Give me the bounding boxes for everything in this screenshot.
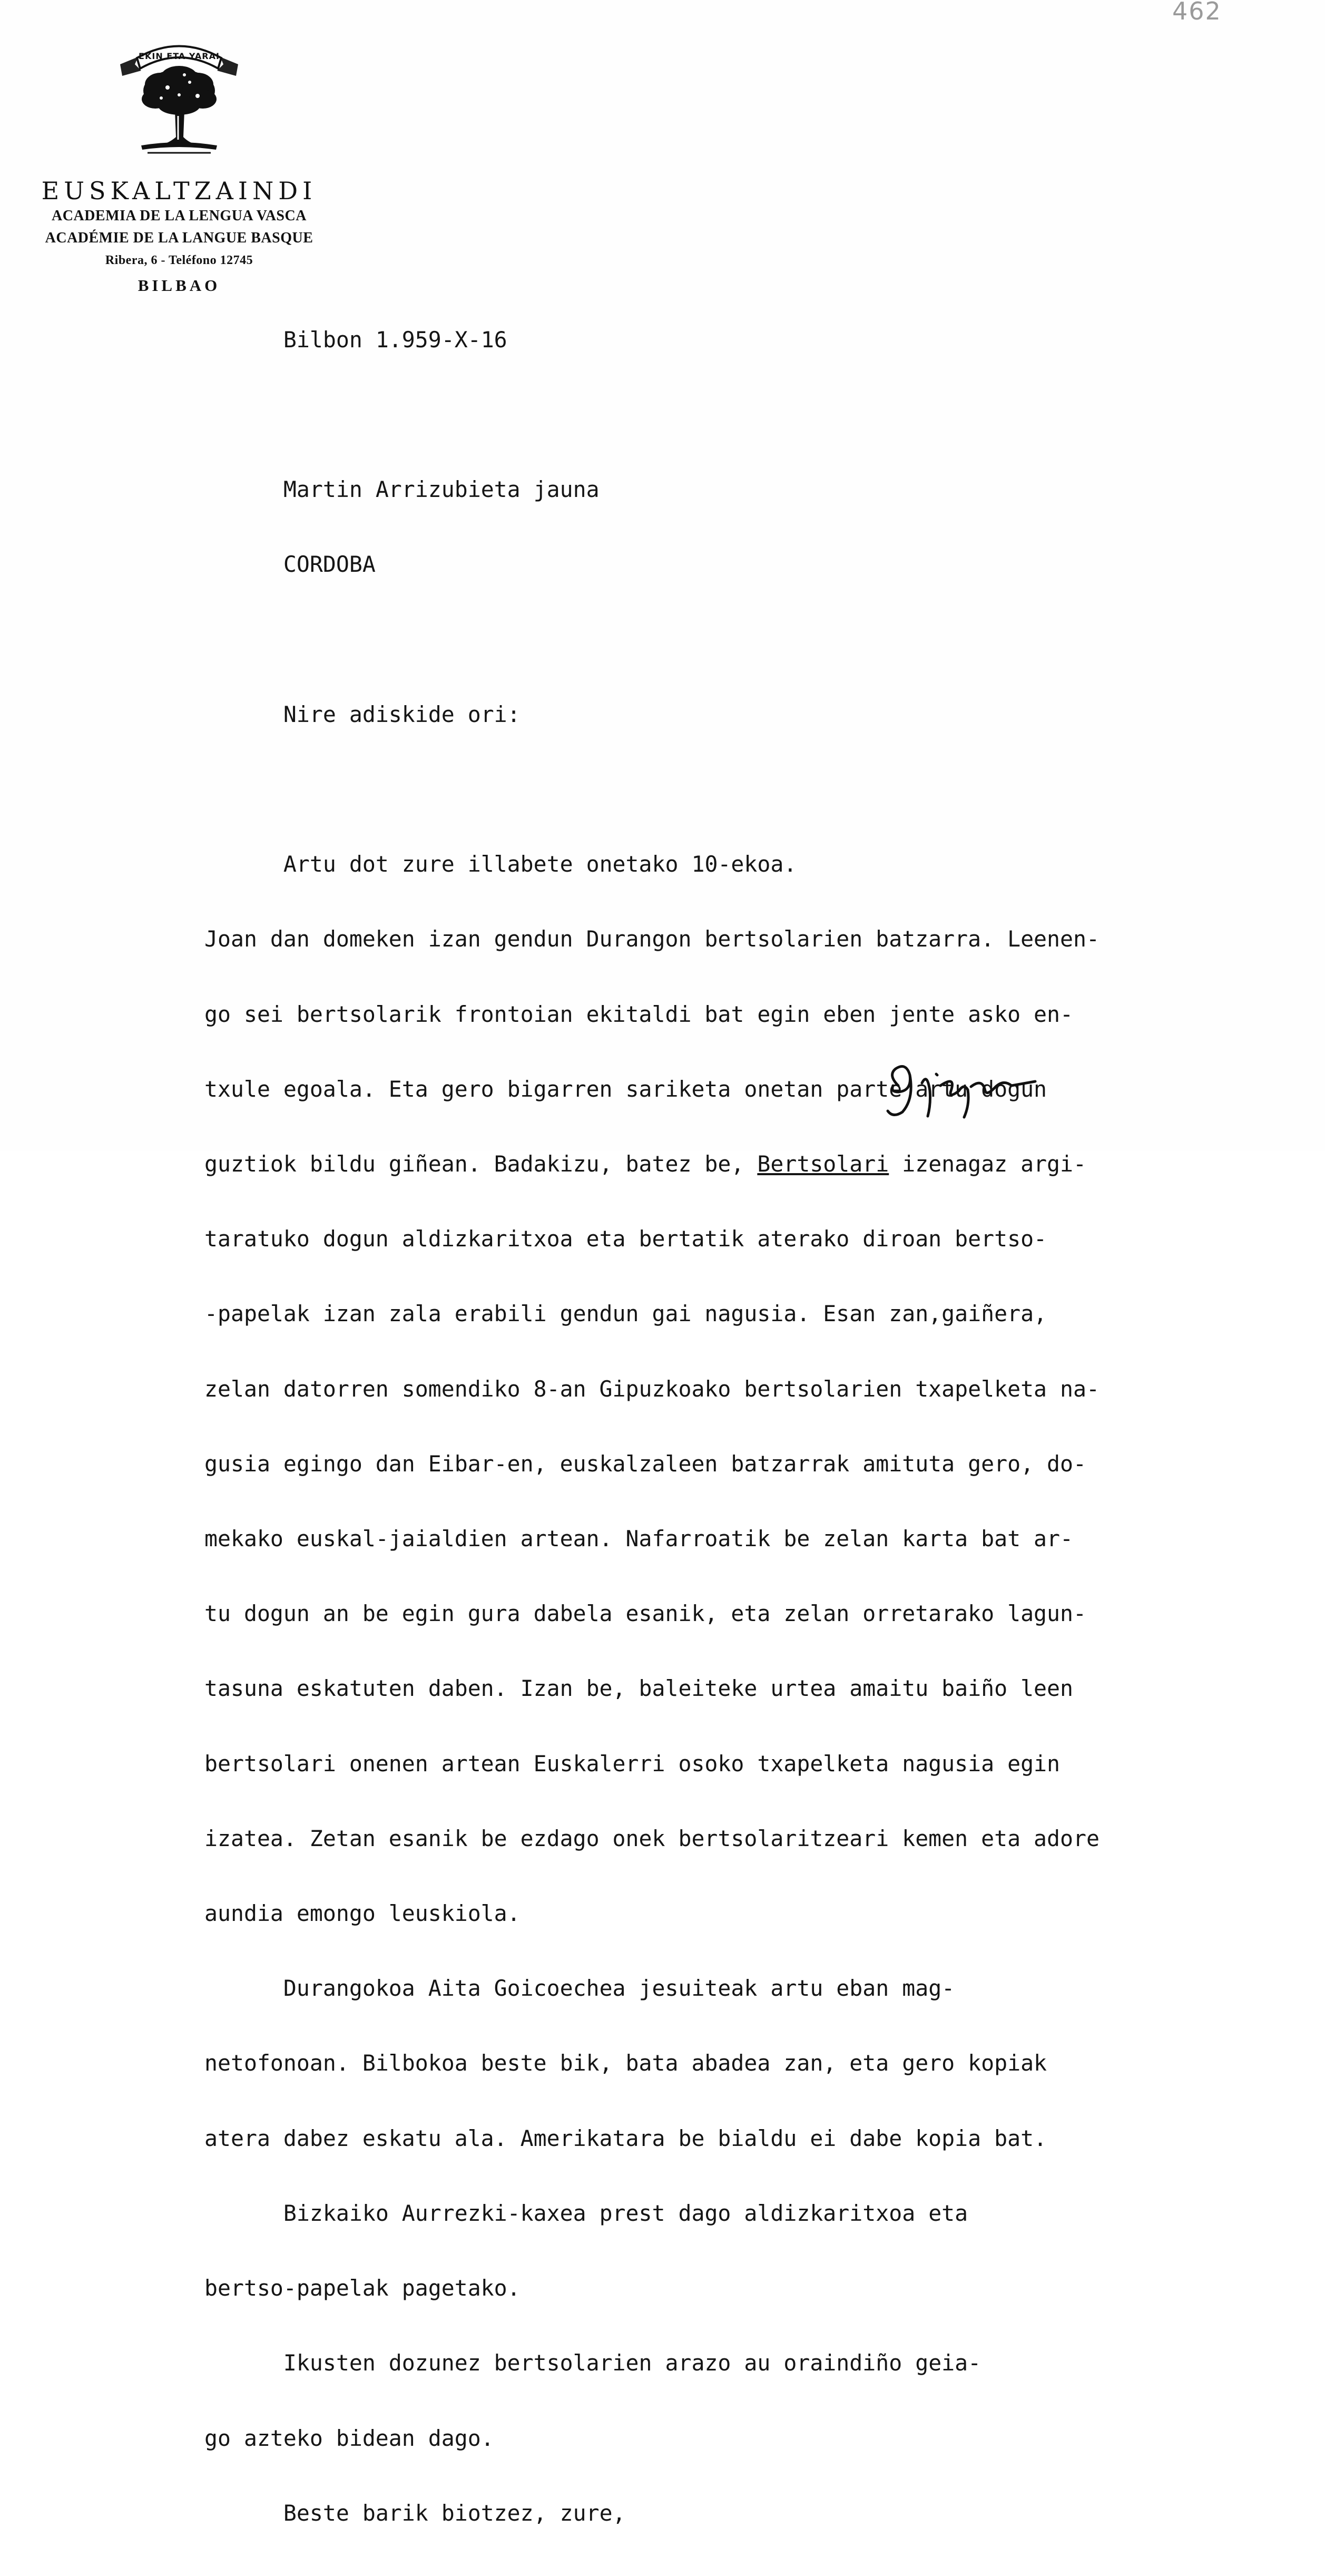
paragraph-line: Joan dan domeken izan gendun Durangon bertsolarien batzarra. Leenen- (204, 926, 1100, 952)
paragraph-line: Ikusten dozunez bertsolarien arazo au oraindiño geia- (283, 2350, 982, 2376)
paragraph-line: izatea. Zetan esanik be ezdago onek bertsolaritzeari kemen eta adore (204, 1825, 1100, 1851)
academy-name-french: ACADÉMIE DE LA LANGUE BASQUE (45, 230, 313, 246)
recipient-city: CORDOBA (283, 551, 376, 578)
paragraph-line: Artu dot zure illabete onetako 10-ekoa. (283, 851, 797, 877)
paragraph-line: bertso-papelak pagetako. (204, 2275, 521, 2301)
paragraph-line: guztiok bildu giñean. Badakizu, batez be, Bertsolari izenagaz argi- (204, 1151, 1087, 1177)
paragraph-line: netofonoan. Bilbokoa beste bik, bata abadea zan, eta gero kopiak (204, 2050, 1047, 2076)
closing-line: Beste barik biotzez, zure, (283, 2500, 626, 2526)
paragraph-line: atera dabez eskatu ala. Amerikatara be bialdu ei dabe kopia bat. (204, 2125, 1047, 2151)
paragraph-line: gusia egingo dan Eibar-en, euskalzaleen batzarrak amituta gero, do- (204, 1450, 1087, 1477)
paragraph-line: zelan datorren somendiko 8-an Gipuzkoako bertsolarien txapelketa na- (204, 1375, 1100, 1402)
paragraph-line: tasuna eskatuten daben. Izan be, baleiteke urtea amaitu baiño leen (204, 1675, 1074, 1702)
paragraph-line: -papelak izan zala erabili gendun gai nagusia. Esan zan,gaiñera, (204, 1301, 1047, 1327)
letter-body (204, 277, 1306, 2575)
paragraph-line: bertsolari onenen artean Euskalerri osoko txapelketa nagusia egin (204, 1750, 1061, 1777)
bertsolari-title: Bertsolari (757, 1151, 889, 1177)
paragraph-line: go azteko bidean dago. (204, 2425, 494, 2451)
paragraph-line: txule egoala. Eta gero bigarren sariketa onetan parte artu dogun (204, 1076, 1047, 1102)
paragraph-line: go sei bertsolarik frontoian ekitaldi bat egin eben jente asko en- (204, 1001, 1074, 1027)
recipient-name: Martin Arrizubieta jauna (283, 476, 600, 503)
paragraph-line: Bizkaiko Aurrezki-kaxea prest dago aldizkaritxoa eta (283, 2200, 968, 2226)
archive-page-number: 462 (1172, 0, 1222, 25)
letterhead (21, 32, 337, 299)
letter-date: Bilbon 1.959-X-16 (283, 326, 507, 353)
paragraph-line: aundia emongo leuskiola. (204, 1900, 521, 1927)
paragraph-line: taratuko dogun aldizkaritxoa eta bertatik aterako diroan bertso- (204, 1226, 1047, 1252)
paragraph-line: tu dogun an be egin gura dabela esanik, eta zelan orretarako lagun- (204, 1601, 1087, 1627)
academy-name: EUSKALTZAINDI (41, 177, 317, 205)
academy-name-spanish: ACADEMIA DE LA LENGUA VASCA (52, 208, 307, 224)
salutation: Nire adiskide ori: (283, 701, 521, 727)
academy-address: Ribera, 6 - Teléfono 12745 (105, 253, 253, 267)
motto-text: EKIN ETA YARAI (139, 51, 220, 61)
academy-city: BILBAO (138, 276, 221, 295)
paragraph-line: mekako euskal-jaialdien artean. Nafarroatik be zelan karta bat ar- (204, 1526, 1074, 1552)
handwritten-signature-icon (877, 1054, 1046, 1123)
oak-tree-logo-icon (111, 32, 248, 161)
paragraph-line: Durangokoa Aita Goicoechea jesuiteak artu eban mag- (283, 1975, 955, 2002)
